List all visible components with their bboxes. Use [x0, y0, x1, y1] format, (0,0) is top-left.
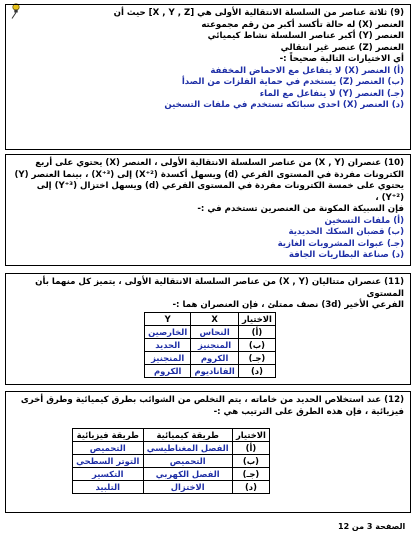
- q11-line: الفرعي الأخير (3d) نصف ممتلئ ، فإن العنصران هما :-: [172, 300, 404, 310]
- table-cell: (ب): [232, 455, 269, 468]
- table-cell: التحميص: [73, 442, 144, 455]
- q9-line: (9) ثلاثة عناصر من السلسلة الانتقالية الأولى هي [X , Y , Z] حيث أن: [113, 8, 404, 18]
- q10-option-a[interactable]: (أ) ملفات التسخين: [324, 215, 404, 226]
- q11-header-x: X: [191, 313, 239, 326]
- q9-option-c[interactable]: (جـ) العنصر (Y) لا يتفاعل مع الماء: [259, 88, 404, 99]
- q9-line: العنصر (Y) أكبر عناصر السلسلة نشاط كيميائي: [207, 31, 404, 41]
- table-cell: النحاس: [191, 326, 239, 339]
- question-10: [5, 154, 411, 266]
- q12-line: (12) عند استخلاص الحديد من خاماته ، يتم التخلص من الشوائب بطرق كيميائية وطرق أخرى: [20, 395, 404, 405]
- q12-header-choice: الاختيار: [232, 429, 269, 442]
- table-cell: الكروم: [145, 365, 191, 378]
- q11-line: (11) عنصران متتاليان (X , Y) من عناصر السلسلة الانتقالية الأولى ، يتميز كل منهما بأن المستوى: [35, 277, 404, 299]
- q9-line: العنصر (Z) عنصر غير انتقالي: [280, 42, 404, 53]
- q12-header-physical: طريقة فيزيائية: [73, 429, 144, 442]
- table-cell: (أ): [232, 442, 269, 455]
- question-9: [5, 4, 411, 150]
- q10-line: فإن السبيكة المكونة من العنصرين تستخدم في :-: [197, 204, 404, 214]
- table-cell: (ب): [238, 339, 275, 352]
- q9-line: أي الاختيارات التالية صحيحاً :-: [279, 54, 404, 64]
- table-cell: الحديد: [145, 339, 191, 352]
- table-cell: (أ): [238, 326, 275, 339]
- q10-option-d[interactable]: (د) صناعة البطاريات الجافة: [288, 250, 404, 260]
- q12-table: [72, 428, 270, 494]
- q10-option-c[interactable]: (جـ) عبوات المشروبات الغازية: [277, 238, 404, 249]
- table-cell: الخارصين: [145, 326, 191, 339]
- table-cell: (د): [232, 481, 269, 494]
- table-cell: الفصل الكهربي: [143, 468, 232, 481]
- q10-line: الكترونات مفردة في المستوى الفرعي (d) ويسهل أكسدة (X⁺²) إلى (X⁺³) ، بينما العنصر (Y): [14, 169, 404, 180]
- q12-header-chemical: طريقة كيميائية: [143, 429, 232, 442]
- q9-line: العنصر (X) له حالة تأكسد أكبر من رقم مجموعته: [201, 19, 404, 30]
- table-cell: الاختزال: [143, 481, 232, 494]
- table-cell: (جـ): [238, 352, 275, 365]
- table-row[interactable]: [73, 455, 270, 468]
- table-row[interactable]: [145, 365, 276, 378]
- table-row[interactable]: [145, 352, 276, 365]
- q10-options: [12, 216, 404, 262]
- table-cell: التحميص: [143, 455, 232, 468]
- q10-line: يحتوي على خمسة الكترونات مفردة في المستوى الفرعي (d) ويسهل اختزال (Y⁺³) إلى (Y⁺²) ،: [36, 181, 404, 203]
- q9-option-b[interactable]: (ب) العنصر (Z) يستخدم في حماية الفلزات من الصدأ: [181, 77, 404, 87]
- q10-option-b[interactable]: (ب) قضبان السكك الحديدية: [288, 227, 404, 237]
- table-cell: (د): [238, 365, 275, 378]
- q11-header-y: Y: [145, 313, 191, 326]
- table-row[interactable]: [73, 468, 270, 481]
- page-number: الصفحة 3 من 12: [338, 522, 406, 531]
- table-cell: الكروم: [191, 352, 239, 365]
- table-row[interactable]: [145, 339, 276, 352]
- table-cell: التكسير: [73, 468, 144, 481]
- q11-header-choice: الاختيار: [238, 313, 275, 326]
- q9-option-a[interactable]: (أ) العنصر (X) لا يتفاعل مع الاحماض المخففة: [210, 65, 404, 76]
- q10-line: (10) عنصران (X , Y) من عناصر السلسلة الانتقالية الأولى ، العنصر (X) يحتوي على أربع: [35, 158, 404, 168]
- table-cell: (جـ): [232, 468, 269, 481]
- q12-line: فيزيائية ، فإن هذه الطرق على الترتيب هي :-: [213, 406, 404, 417]
- table-cell: الفصل المغناطيسي: [143, 442, 232, 455]
- table-cell: التلبيد: [73, 481, 144, 494]
- table-row[interactable]: [145, 326, 276, 339]
- table-cell: التوتر السطحي: [73, 455, 144, 468]
- table-row[interactable]: [73, 481, 270, 494]
- q9-options: [12, 66, 404, 112]
- table-cell: الفاناديوم: [191, 365, 239, 378]
- table-cell: المنجنيز: [191, 339, 239, 352]
- table-cell: المنجنيز: [145, 352, 191, 365]
- q9-option-d[interactable]: (د) العنصر (X) احدى سبائكه تستخدم في ملفات التسخين: [164, 100, 404, 110]
- table-row[interactable]: [73, 442, 270, 455]
- q11-table: [144, 312, 276, 378]
